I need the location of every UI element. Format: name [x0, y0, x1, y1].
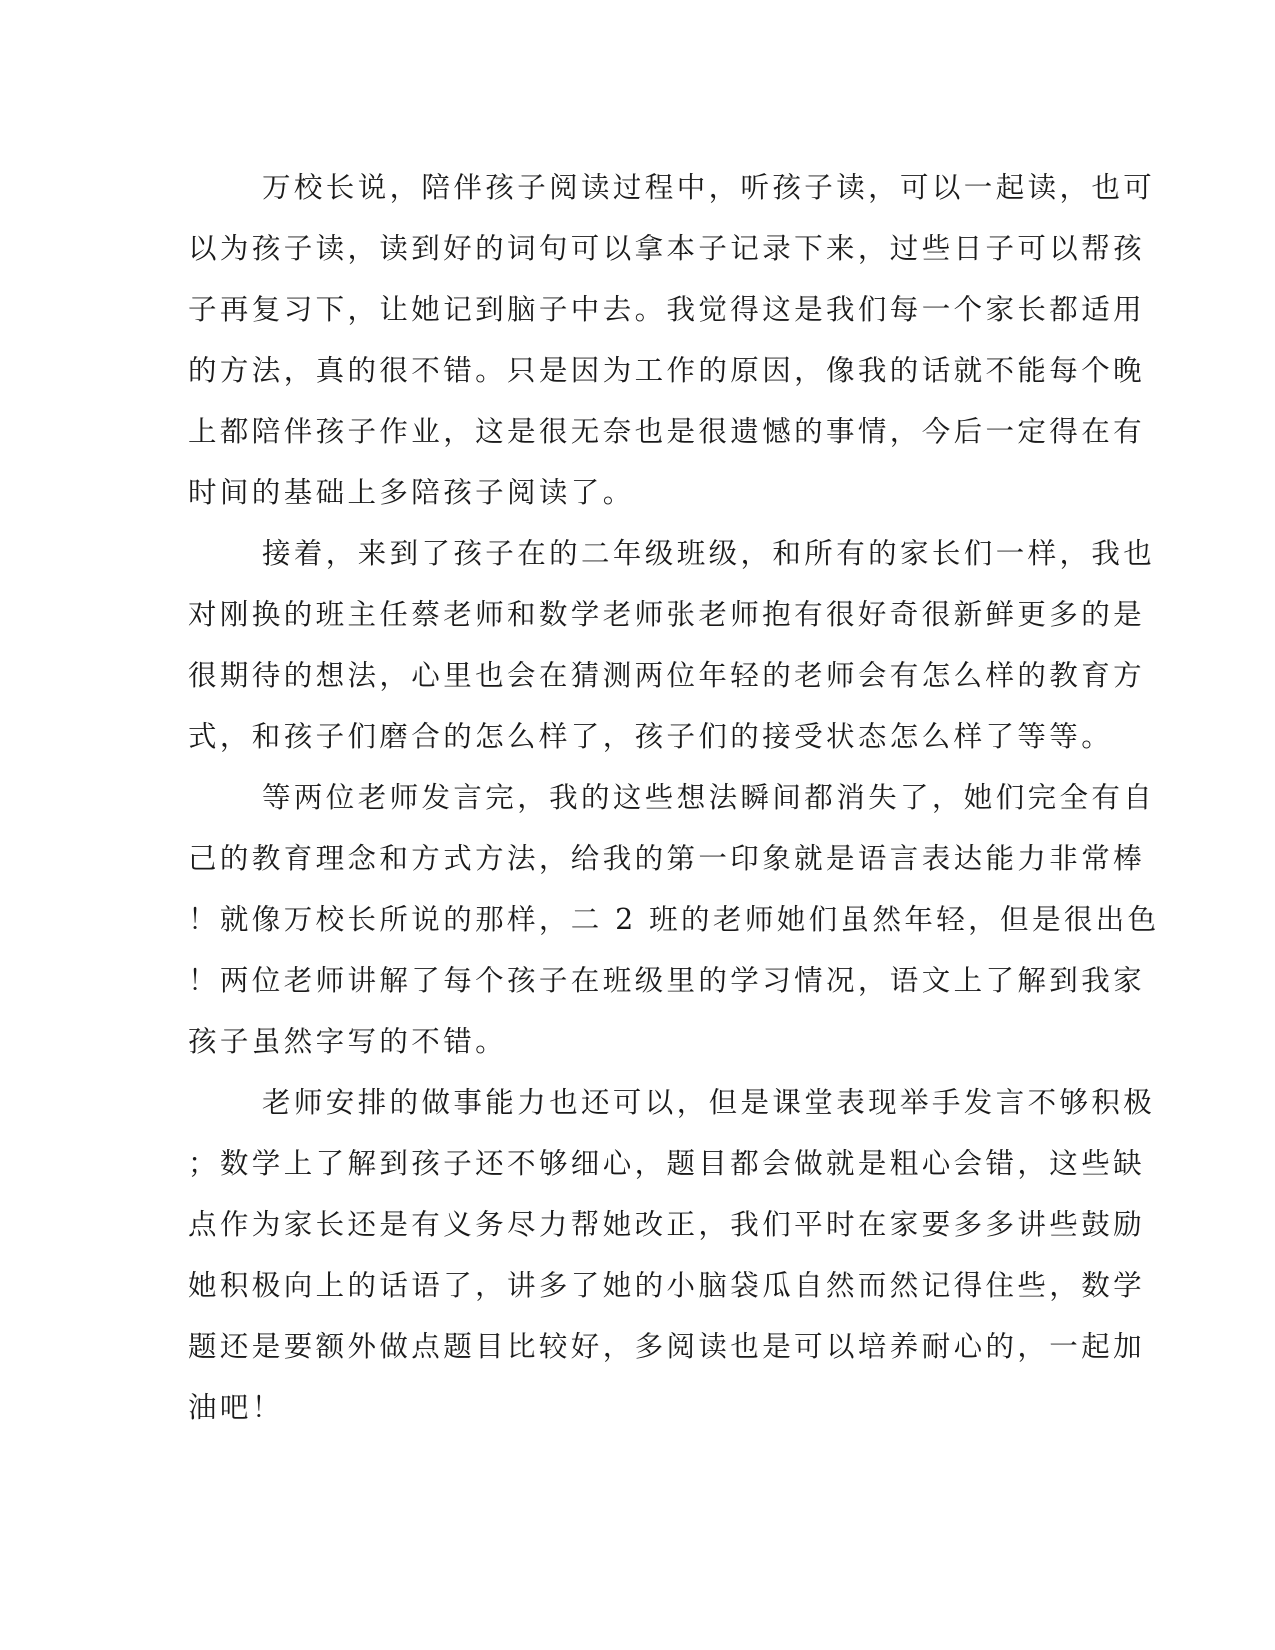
paragraph-1 — [188, 157, 1156, 523]
paragraph-line: ；数学上了解到孩子还不够细心，题目都会做就是粗心会错，这些缺 — [188, 1147, 1146, 1180]
paragraph-line: 以为孩子读，读到好的词句可以拿本子记录下来，过些日子可以帮孩 — [188, 232, 1146, 265]
paragraph-line: 老师安排的做事能力也还可以，但是课堂表现举手发言不够积极 — [262, 1086, 1156, 1119]
document-body — [188, 157, 1160, 1438]
paragraph-line: ！两位老师讲解了每个孩子在班级里的学习情况，语文上了解到我家 — [188, 964, 1146, 997]
paragraph-line: 己的教育理念和方式方法，给我的第一印象就是语言表达能力非常棒 — [188, 842, 1146, 875]
paragraph-line: 时间的基础上多陪孩子阅读了。 — [188, 476, 635, 509]
paragraph-line: 对刚换的班主任蔡老师和数学老师张老师抱有很好奇很新鲜更多的是 — [188, 598, 1146, 631]
paragraph-line: 的方法，真的很不错。只是因为工作的原因，像我的话就不能每个晚 — [188, 354, 1146, 387]
paragraph-4 — [188, 1072, 1156, 1438]
paragraph-line: 接着，来到了孩子在的二年级班级，和所有的家长们一样，我也 — [262, 537, 1156, 570]
paragraph-line: 她积极向上的话语了，讲多了她的小脑袋瓜自然而然记得住些，数学 — [188, 1269, 1146, 1302]
paragraph-line: 上都陪伴孩子作业，这是很无奈也是很遗憾的事情，今后一定得在有 — [188, 415, 1146, 448]
paragraph-3 — [188, 767, 1160, 1072]
paragraph-line: 题还是要额外做点题目比较好，多阅读也是可以培养耐心的，一起加 — [188, 1330, 1146, 1363]
paragraph-line: 点作为家长还是有义务尽力帮她改正，我们平时在家要多多讲些鼓励 — [188, 1208, 1146, 1241]
paragraph-line: 式，和孩子们磨合的怎么样了，孩子们的接受状态怎么样了等等。 — [188, 720, 1114, 753]
paragraph-line: 很期待的想法，心里也会在猜测两位年轻的老师会有怎么样的教育方 — [188, 659, 1146, 692]
paragraph-2 — [188, 523, 1156, 767]
paragraph-line: 子再复习下，让她记到脑子中去。我觉得这是我们每一个家长都适用 — [188, 293, 1146, 326]
paragraph-line: 孩子虽然字写的不错。 — [188, 1025, 508, 1058]
paragraph-line: ！就像万校长所说的那样，二 2 班的老师她们虽然年轻，但是很出色 — [188, 903, 1160, 936]
paragraph-line: 等两位老师发言完，我的这些想法瞬间都消失了，她们完全有自 — [262, 781, 1156, 814]
paragraph-line: 油吧！ — [188, 1391, 284, 1424]
paragraph-line: 万校长说，陪伴孩子阅读过程中，听孩子读，可以一起读，也可 — [262, 171, 1156, 204]
